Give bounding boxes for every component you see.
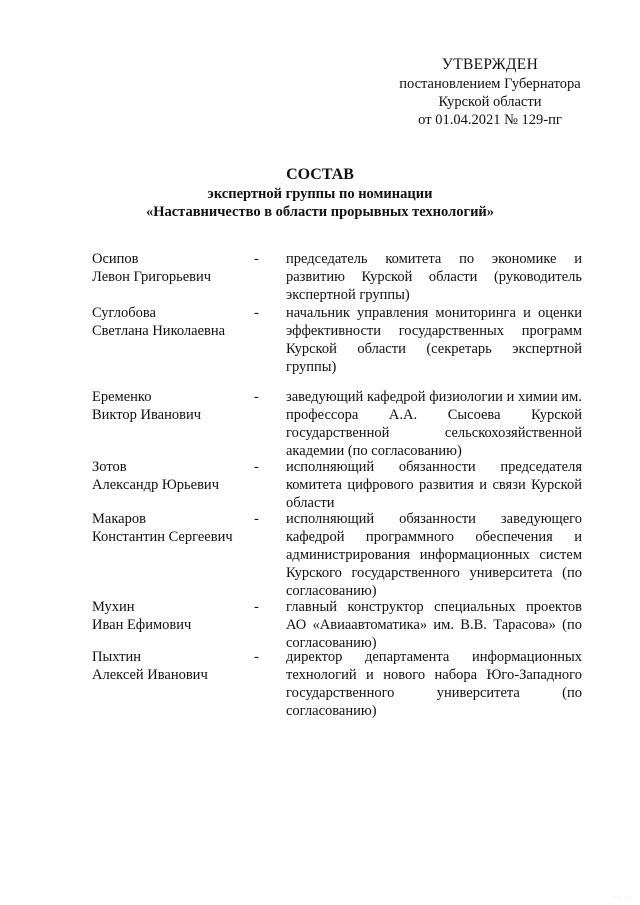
member-name [92,304,252,340]
member-surname: Еременко [92,389,152,405]
approval-line-3: от 01.04.2021 № 129-пг [418,112,562,128]
member-dash: - [254,305,259,321]
document-subtitle-2: «Наставничество в области прорывных технологий» [145,204,495,220]
approval-block [380,56,600,129]
member-dash: - [254,511,259,527]
member-role: начальник управления мониторинга и оценки эффективности государственных программ Курской области (секретарь экспертной группы) [286,305,582,375]
member-name [92,458,252,494]
member-role: исполняющий обязанности заведующего кафедрой программного обеспечения и администрирования информационных систем Курского государственного университета (по согласованию) [286,511,582,599]
approval-line-2: Курской области [438,94,542,110]
member-dash: - [254,251,259,267]
member-given-names: Левон Григорьевич [92,269,212,285]
member-given-names: Алексей Иванович [92,667,208,683]
member-surname: Зотов [92,459,127,475]
member-surname: Суглобова [92,305,156,321]
scan-artifact: · · · · [612,895,632,901]
member-role: директор департамента информационных технологий и нового набора Юго-Западного государственного университета (по согласованию) [286,649,582,719]
approval-title: УТВЕРЖДЕН [441,56,539,73]
member-dash: - [254,599,259,615]
member-dash: - [254,389,259,405]
document-title: СОСТАВ [286,166,354,183]
member-given-names: Константин Сергеевич [92,529,233,545]
document-header [0,166,640,221]
member-role: главный конструктор специальных проектов АО «Авиаавтоматика» им. В.В. Тарасова» (по согласованию) [286,599,582,651]
member-surname: Макаров [92,511,146,527]
approval-line-1: постановлением Губернатора [399,76,581,92]
member-name [92,598,252,634]
member-name [92,648,252,684]
member-role: исполняющий обязанности председателя комитета цифрового развития и связи Курской области [286,459,582,511]
member-dash: - [254,649,259,665]
member-dash: - [254,459,259,475]
member-name [92,388,252,424]
member-given-names: Светлана Николаевна [92,323,226,339]
member-surname: Мухин [92,599,135,615]
document-subtitle-1: экспертной группы по номинации [207,186,433,202]
member-given-names: Виктор Иванович [92,407,202,423]
member-surname: Пыхтин [92,649,141,665]
member-given-names: Александр Юрьевич [92,477,219,493]
member-surname: Осипов [92,251,139,267]
member-given-names: Иван Ефимович [92,617,192,633]
member-name [92,510,252,546]
member-name [92,250,252,286]
member-role: председатель комитета по экономике и развитию Курской области (руководитель экспертной группы) [286,251,582,303]
member-role: заведующий кафедрой физиологии и химии им. профессора А.А. Сысоева Курской государственной сельскохозяйственной академии (по согласованию) [286,389,582,459]
